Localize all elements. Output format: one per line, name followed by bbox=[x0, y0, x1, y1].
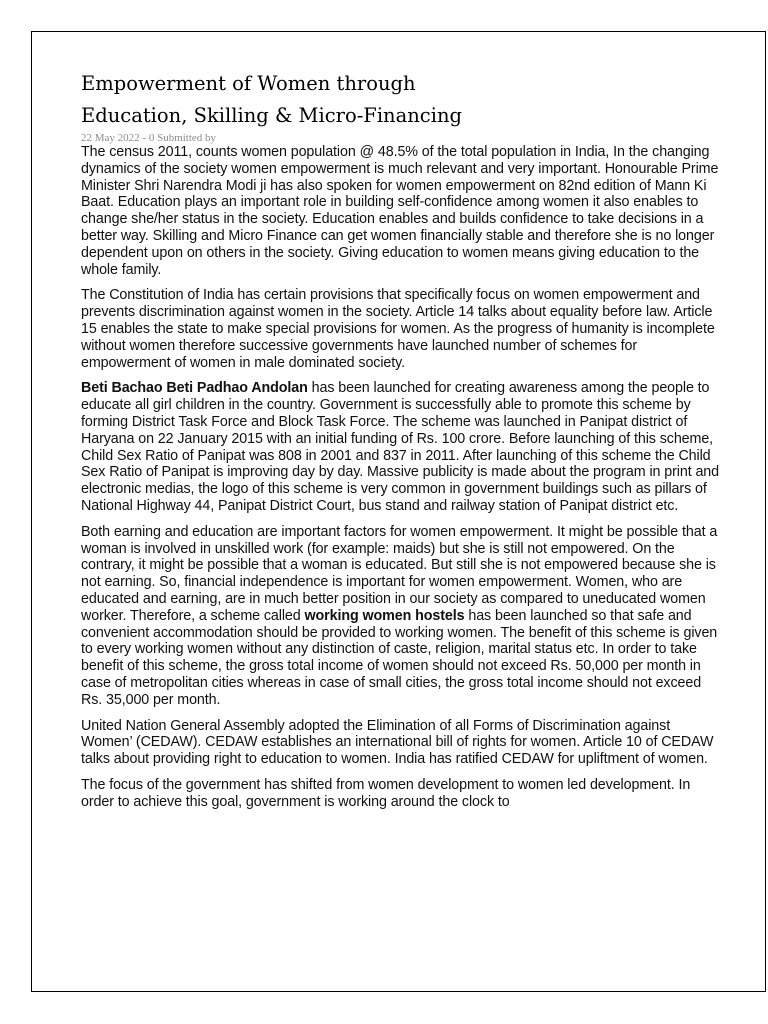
scheme-name-bold: Beti Bachao Beti Padhao Andolan bbox=[81, 380, 308, 397]
hostel-scheme-bold: working women hostels bbox=[304, 607, 465, 624]
paragraph-4 bbox=[81, 524, 721, 709]
article-title-line-2: Education, Skilling & Micro-Financing bbox=[81, 104, 462, 127]
paragraph-3-text: has been launched for creating awareness among the people to educate all girl children in the country. Government is successfully able to promote this scheme by forming District Task Force and Block Task Force. The scheme was launched in Panipat district of Haryana on 22 January 2015 with an initial funding of Rs. 100 crore. Before launching of this scheme, Child Sex Ratio of Panipat was 808 in 2001 and 837 in 2011. After launching of this scheme the Child Sex Ratio of Panipat is improving day by day. Massive publicity is made about the program in print and electronic medias, the logo of this scheme is very common in government buildings such as pillars of National Highway 44, Panipat District Court, bus stand and railway station of Panipat district etc. bbox=[81, 380, 719, 514]
article-meta: 22 May 2022 - 0 Submitted by bbox=[81, 132, 217, 144]
paragraph-5: United Nation General Assembly adopted the Elimination of all Forms of Discrimination against Women’ (CEDAW). CEDAW establishes an international bill of rights for women. Article 10 of CEDAW talks about providing right to education to women. India has ratified CEDAW for upliftment of women. bbox=[81, 717, 714, 768]
paragraph-6: The focus of the government has shifted from women development to women led development. In order to achieve this goal, government is working around the clock to bbox=[81, 776, 691, 810]
document-page bbox=[31, 31, 766, 992]
paragraph-2: The Constitution of India has certain provisions that specifically focus on women empowerment and prevents discrimination against women in the society. Article 14 talks about equality before law. Article 15 enables the state to make special provisions for women. As the progress of humanity is incomplete without women therefore successive governments have launched number of schemes for empowerment of women in male dominated society. bbox=[81, 287, 715, 371]
paragraph-1: The census 2011, counts women population @ 48.5% of the total population in India, In the changing dynamics of the society women empowerment is much relevant and very important. Honourable Prime Minister Shri Narendra Modi ji has also spoken for women empowerment on 82nd edition of Mann Ki Baat. Education plays an important role in building self-confidence among women it also enables to change she/her status in the society. Education enables and builds confidence to take decisions in a better way. Skilling and Micro Finance can get women financially stable and therefore she is no longer dependent upon on others in the society. Giving education to women means giving education to the whole family. bbox=[81, 144, 719, 278]
article-body bbox=[81, 68, 721, 819]
paragraph-3 bbox=[81, 380, 721, 514]
paragraph-4-text-start: Both earning and education are important factors for women empowerment. It might be possible that a woman is involved in unskilled work (for example: maids) but she is still not empowered. On the contrary, it might be possible that a woman is educated. But still she is not empowered because she is not earning. So, financial independence is important for women empowerment. Women, who are educated and earning, are in much better position in our society as compared to uneducated women worker. Therefore, a scheme called bbox=[81, 523, 718, 624]
article-title-line-1: Empowerment of Women through bbox=[81, 72, 416, 95]
paragraph-4-text-end: has been launched so that safe and convenient accommodation should be provided to working women. The benefit of this scheme is given to every working women without any distinction of caste, religion, marital status etc. In order to take benefit of this scheme, the gross total income of women should not exceed Rs. 50,000 per month in case of metropolitan cities whereas in case of small cities, the gross total income should not exceed Rs. 35,000 per month. bbox=[81, 607, 718, 708]
